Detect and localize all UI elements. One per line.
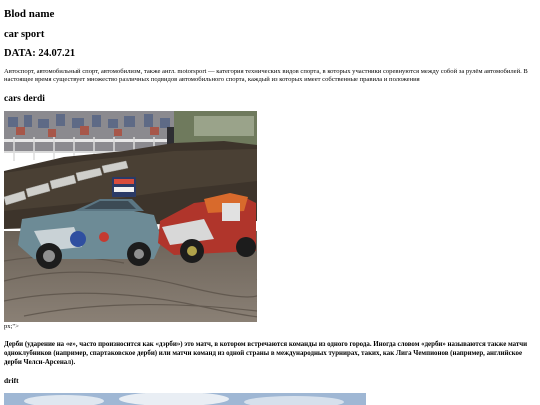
derby-paragraph: Дерби (ударение на «е», часто произносится как «дэрби») это матч, в котором встречаются команды из одного города. Иногда словом «дерби» называются также матчи одноклубников (например, спартаковское дерби) или матчи команд из одной страны в международных турнирах, таких, как Лига Чемпионов (например, английское дерби Челси-Арсенал). — [4, 341, 528, 366]
drift-photo — [4, 393, 366, 405]
derby-cars-photo — [4, 111, 257, 322]
intro-paragraph: Автоспорт, автомобильный спорт, автомобилизм, также англ. motorsport — категория технических видов спорта, в которых участники соревнуются между собой за рулём автомобилей. В настоящее время существует множество различных подвидов автомобильного спорта, каждый из которых имеет собственные правила и положения — [4, 68, 528, 83]
leftover-markup-text: px;"> — [4, 323, 19, 330]
section-heading-cars-derdi: cars derdi — [4, 94, 45, 104]
category-heading: car sport — [4, 29, 45, 40]
blog-name-heading: Blod name — [4, 8, 55, 20]
date-heading: DATA: 24.07.21 — [4, 48, 76, 59]
section-heading-drift: drift — [4, 376, 19, 385]
